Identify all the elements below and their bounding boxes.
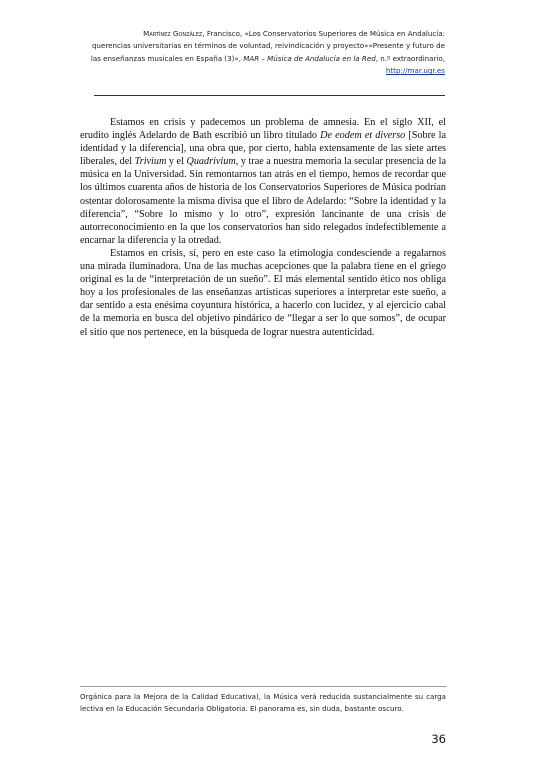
issue-label: , n.º extraordinario, xyxy=(375,53,445,63)
trivium-term: Trivium xyxy=(134,156,167,168)
paragraph-1-part-1: Estamos en crisis y padecemos un problema de amnesia. En el siglo XII, el erudito inglés Adelardo de Bath escribió un libro titulado xyxy=(80,117,446,142)
paragraph-1-part-2: [Sobre la identidad y la diferencia], una obra que, por cierto, habla extensamente de las siete artes liberales, del xyxy=(80,130,446,168)
footnote-rule xyxy=(80,686,446,687)
journal-link[interactable]: http://mar.ugr.es xyxy=(385,66,445,76)
journal-title: MAR – Música de Andalucía en la Red xyxy=(243,53,376,63)
paragraph-1 xyxy=(80,116,446,247)
body-text xyxy=(80,116,446,339)
article-series-title: las enseñanzas musicales en España (3)» xyxy=(90,53,239,63)
running-header xyxy=(60,28,445,78)
header-rule xyxy=(94,95,445,96)
author-surname: Martínez González xyxy=(143,29,203,38)
quadrivium-term: Quadrivium xyxy=(186,156,236,168)
header-line-3 xyxy=(60,53,445,65)
page-number: 36 xyxy=(431,732,446,746)
paragraph-1-part-4: , y trae a nuestra memoria la secular presencia de la música en la Universidad. Sin remontarnos tan atrás en el tiempo, hemos de recordar que los últimos cuarenta años de historia de los Conservatorios Superiores de Música podrían ostentar dolorosamente la misma divisa que el libro de Adelardo: “Sobre la identidad y la diferencia”, “Sobre lo mismo y lo otro”, expresión lancinante de una crisis de autorreconocimiento en la que los conservatorios han sido relegados indefectiblemente a encarnar la diferencia y la otredad. xyxy=(80,156,447,246)
paragraph-1-part-3: y el xyxy=(166,156,187,168)
book-title: De eodem et diverso xyxy=(320,130,406,142)
paragraph-2: Estamos en crisis, sí, pero en este caso la etimología condesciende a regalarnos una mirada iluminadora. Una de las muchas acepciones que la palabra tiene en el griego original es la de “interpretación de un sueño”. El más elemental sentido ético nos obliga hoy a los profesionales de las enseñanzas artísticas superiores a interpretar este sueño, a dar sentido a esta enésima coyuntura histórica, a hacerlo con lucidez, y al ejercicio cabal de la memoria en busca del objetivo pindárico de “llegar a ser lo que somos”, de ocupar el sitio que nos pertenece, en la búsqueda de lograr nuestra autenticidad. xyxy=(80,247,446,338)
header-line-1 xyxy=(60,28,445,40)
header-separator: , xyxy=(238,53,244,63)
header-line-2: querencias universitarias en términos de voluntad, reivindicación y proyecto»«Presente y futuro de xyxy=(91,41,445,51)
header-line-1-rest: , Francisco, «Los Conservatorios Superiores de Música en Andalucía: xyxy=(202,29,445,38)
footnote: Orgánica para la Mejora de la Calidad Educativa), la Música verá reducida sustancialmente su carga lectiva en la Educación Secundaria Obligatoria. El panorama es, sin duda, bastante oscuro. xyxy=(80,692,446,713)
header-line-4 xyxy=(60,65,445,77)
